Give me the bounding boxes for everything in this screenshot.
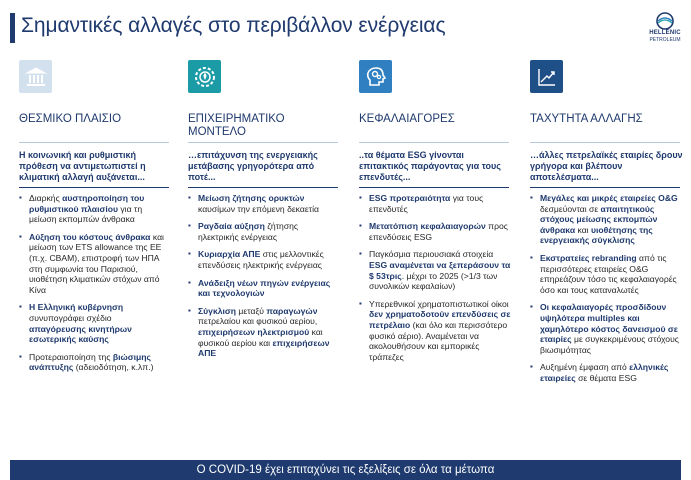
heading-regulatory: ΘΕΣΜΙΚΟ ΠΛΑΙΣΙΟ — [19, 113, 122, 125]
heading-pace-of-change: ΤΑΧΥΤΗΤΑ ΑΛΛΑΓΗΣ — [530, 113, 643, 125]
bullet-text: προς επενδύσεις ESG — [369, 221, 508, 242]
bullet-text-bold: Μεγάλες και μικρές εταιρείες O&G — [540, 193, 678, 203]
bullet-text-bold: επιχειρήσεων ΑΠΕ — [198, 337, 330, 359]
bank-building-icon — [19, 60, 52, 93]
bullet-item — [19, 193, 169, 225]
logo-name: HELLENIC — [649, 30, 681, 36]
list-capital-markets — [359, 193, 511, 369]
bullet-item — [359, 299, 511, 363]
bullet-item — [19, 352, 169, 373]
bullet-text-bold: βιώσιμης ανάπτυξης — [29, 351, 151, 373]
bullet-text: με συγκεκριμένους στόχους βιωσιμότητας — [540, 334, 679, 355]
bullet-text: συνυπογράφει σχέδιο — [29, 312, 112, 323]
bullet-item — [188, 249, 338, 270]
bullet-text: για τη μείωση εκπομπών άνθρακα — [29, 203, 143, 225]
bullet-item — [359, 221, 511, 242]
bullet-text: και φυσικού αερίου και — [198, 326, 323, 348]
bullet-text: Προτεραιοποίηση της — [29, 351, 113, 362]
bullet-text-bold: ESG αναμένεται να ξεπεράσουν τα $ 53τρις — [369, 259, 511, 281]
bullet-text-bold: Η Ελληνική κυβέρνηση — [29, 302, 124, 313]
bullet-text-bold: Αύξηση του κόστους άνθρακα — [29, 231, 151, 242]
company-logo — [642, 12, 688, 46]
heading-divider — [188, 142, 338, 143]
intro-pace-of-change: …άλλες πετρελαϊκές εταιρίες δρουν γρήγορα και βλέπουν αποτελέσματα... — [530, 150, 683, 182]
heading-divider — [359, 142, 509, 143]
bullet-text: Υπερεθνικοί χρηματοπιστωτικοί οίκοι — [369, 298, 509, 309]
bullet-text-bold: Μετατόπιση κεφαλαιαγορών — [369, 221, 486, 232]
bullet-item — [530, 253, 682, 295]
bullet-text: σε θέματα ESG — [575, 372, 637, 383]
bullet-text: ζήτησης ηλεκτρικής ενέργειας — [198, 221, 299, 242]
bullet-text: Αυξημένη έμφαση από — [540, 362, 630, 373]
bullet-item — [530, 302, 682, 355]
heading-divider — [530, 142, 680, 143]
bullet-text: για τους επενδυτές — [369, 193, 484, 214]
bullet-text-bold: Εκστρατείες rebranding — [540, 252, 637, 263]
bullet-text-bold: ESG προτεραιότητα — [369, 193, 451, 203]
bullet-item — [188, 278, 338, 299]
trend-up-icon — [530, 60, 563, 93]
title-accent-bar — [10, 13, 15, 43]
intro-divider — [188, 187, 338, 188]
heading-capital-markets: ΚΕΦΑΛΑΙΑΓΟΡΕΣ — [359, 113, 455, 125]
heading-divider — [19, 142, 169, 143]
bullet-item — [359, 249, 511, 291]
bullet-item — [19, 232, 169, 296]
bullet-text-bold: Κυριαρχία ΑΠΕ — [198, 249, 261, 260]
intro-divider — [19, 187, 169, 188]
bullet-text: (και όλο και περισσότερο φυσικό αέριο). Αναμένεται να ακολουθήσουν και εμπορικές τράπεζες — [369, 319, 508, 362]
covid-banner: Ο COVID-19 έχει επιταχύνει τις εξελίξεις σε όλα τα μέτωπα — [10, 460, 681, 480]
column-business-icon-wrap — [188, 60, 221, 93]
column-speed-icon-wrap — [530, 60, 563, 93]
bullet-item — [19, 302, 169, 344]
eco-gear-icon — [188, 60, 221, 93]
bullet-text: (αδειοδότηση, κ.λπ.) — [73, 362, 154, 373]
intro-business-model: …επιτάχυνση της ενεργειακής μετάβασης γρηγορότερα από ποτέ... — [188, 150, 318, 182]
bullet-item — [188, 193, 338, 214]
bullet-text: και — [575, 224, 591, 235]
bullet-text-bold: αυστηροποίηση του ρυθμιστικού πλαισίου — [29, 193, 145, 214]
bullet-item — [530, 193, 682, 246]
head-gears-icon — [359, 60, 392, 93]
bullet-text: δεσμεύονται σε — [540, 203, 601, 214]
bullet-text: μεταξύ — [236, 305, 267, 316]
bullet-text: στις μελλοντικές επενδύσεις ηλεκτρικής ενέργειας — [198, 249, 324, 270]
intro-capital-markets: ..τα θέματα ESG γίνονται επιτακτικός παράγοντας για τους επενδυτές... — [359, 150, 501, 182]
bullet-item — [188, 221, 338, 242]
list-pace-of-change — [530, 193, 682, 391]
bullet-text: και μείωση των ETS allowance της ΕΕ (π.χ. CBAM), επιστροφή των ΗΠΑ στη συμφωνία του Παρισιού, υιοθέτηση κλιματικών στόχων από Κίνα — [29, 231, 164, 295]
bullet-text: Παγκόσμια περιουσιακά στοιχεία — [369, 249, 494, 260]
bullet-item — [530, 362, 682, 383]
bullet-text: από τις περισσότερες εταιρείες O&G επηρεάζουν τόσο τις κεφαλαιαγορές όσο και τους καταναλωτές — [540, 252, 677, 295]
bullet-text-bold: υιοθέτησης της ενεργειακής σύγκλισης — [540, 224, 653, 246]
intro-divider — [530, 187, 680, 188]
bullet-item — [359, 193, 511, 214]
bullet-text-bold: Μείωση ζήτησης ορυκτών — [198, 193, 305, 203]
bullet-text-bold: απαιτητικούς στόχους μείωσης εκπομπών άνθρακα — [540, 203, 658, 235]
hellenic-petroleum-logo-icon — [655, 12, 675, 30]
bullet-text-bold: απαγόρευσης κινητήρων εσωτερικής καύσης — [29, 323, 132, 345]
bullet-text-bold: παραγωγών — [266, 305, 318, 316]
list-regulatory — [19, 193, 169, 380]
logo-sub: PETROLEUM — [649, 37, 681, 43]
column-capital-icon-wrap — [359, 60, 392, 93]
bullet-text: καυσίμων την επόμενη δεκαετία — [198, 203, 319, 214]
bullet-text-bold: επιχειρήσεων ηλεκτρισμού — [198, 326, 310, 337]
bullet-text-bold: Ραγδαία αύξηση — [198, 221, 265, 232]
intro-regulatory: Η κοινωνική και ρυθμιστική πρόθεση να αντιμετωπιστεί η κλιματική αλλαγή αυξάνεται... — [19, 150, 146, 182]
column-regulatory-icon-wrap — [19, 60, 52, 93]
bullet-text-bold: ελληνικές εταιρείες — [540, 362, 669, 383]
bullet-text: . μέχρι το 2025 (>1/3 των συνολικών κεφαλαίων) — [369, 270, 498, 292]
bullet-text-bold: Οι κεφαλαιαγορές προσδίδουν υψηλότερα multiples και χαμηλότερο κόστος δανεισμού σε εταιρίες — [540, 302, 678, 345]
heading-business-model: ΕΠΙΧΕΙΡΗΜΑΤΙΚΟ ΜΟΝΤΕΛΟ — [188, 113, 285, 138]
bullet-item — [188, 306, 338, 359]
bullet-text-bold: Ανάδειξη νέων πηγών ενέργειας και τεχνολογιών — [198, 277, 331, 299]
bullet-text-bold: δεν χρηματοδοτούν επενδύσεις σε πετρέλαιο — [369, 309, 511, 330]
bullet-text: πετρελαίου και φυσικού αερίου, — [198, 316, 318, 327]
list-business-model — [188, 193, 338, 366]
page-title: Σημαντικές αλλαγές στο περιβάλλον ενέργειας — [21, 14, 446, 37]
bullet-text-bold: Σύγκλιση — [198, 305, 237, 316]
bullet-text: Διαρκής — [29, 193, 63, 203]
intro-divider — [359, 187, 509, 188]
